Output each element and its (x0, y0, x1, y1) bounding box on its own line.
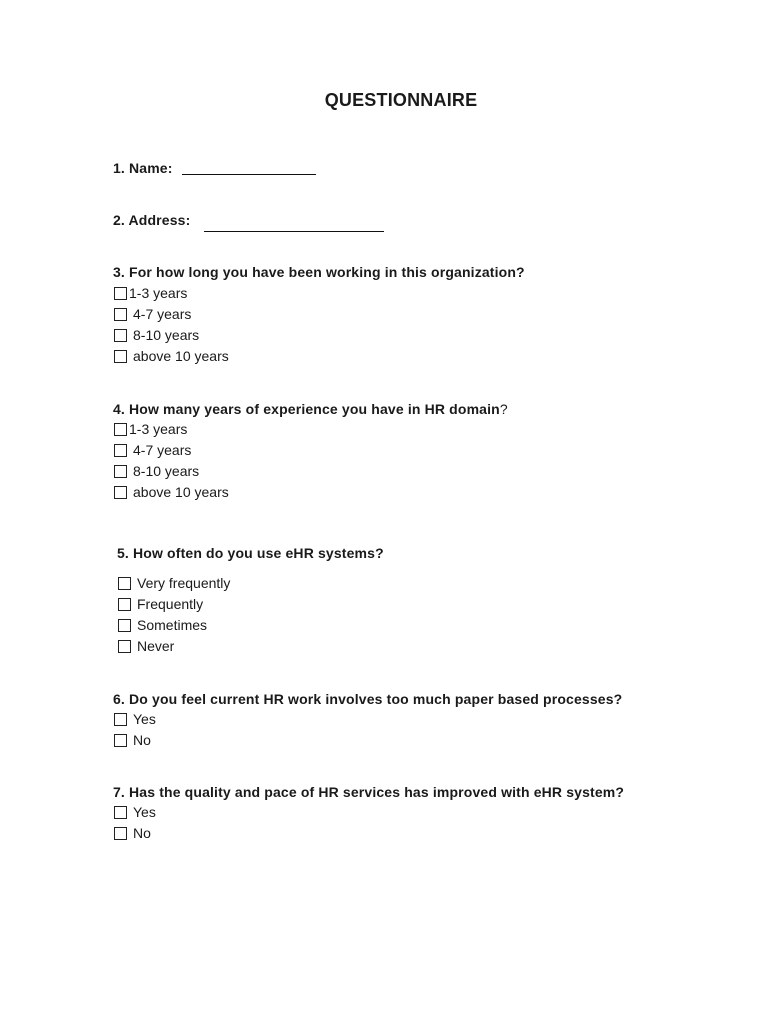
option-label: Very frequently (137, 575, 231, 591)
checkbox[interactable] (114, 350, 127, 363)
address-label: 2. Address: (113, 212, 191, 228)
option-label: 1-3 years (129, 421, 188, 437)
checkbox[interactable] (114, 329, 127, 342)
checkbox[interactable] (118, 640, 131, 653)
checkbox[interactable] (114, 423, 127, 436)
option-label: Yes (133, 711, 156, 727)
option-row (114, 420, 187, 438)
option-row (118, 574, 230, 592)
option-label: above 10 years (133, 484, 229, 500)
checkbox[interactable] (114, 486, 127, 499)
option-row (114, 347, 229, 365)
option-label: Sometimes (137, 617, 208, 633)
option-label: 4-7 years (133, 442, 192, 458)
option-label: 8-10 years (133, 463, 200, 479)
checkbox[interactable] (114, 734, 127, 747)
option-row (118, 616, 207, 634)
option-label: No (133, 732, 151, 748)
question-5: 5. How often do you use eHR systems? (117, 545, 384, 561)
option-label: 8-10 years (133, 327, 200, 343)
checkbox[interactable] (114, 713, 127, 726)
checkbox[interactable] (114, 465, 127, 478)
option-row (114, 803, 156, 821)
option-label: above 10 years (133, 348, 229, 364)
option-label: 1-3 years (129, 285, 188, 301)
checkbox[interactable] (114, 287, 127, 300)
option-label: Frequently (137, 596, 204, 612)
option-row (114, 284, 187, 302)
option-label: No (133, 825, 151, 841)
checkbox[interactable] (118, 577, 131, 590)
question-4 (113, 401, 508, 417)
option-row (114, 824, 151, 842)
option-row (114, 483, 229, 501)
option-row (118, 595, 203, 613)
name-field[interactable] (182, 174, 316, 175)
option-label: 4-7 years (133, 306, 192, 322)
address-field[interactable] (204, 231, 384, 232)
question-6: 6. Do you feel current HR work involves too much paper based processes? (113, 691, 623, 707)
page-title: QUESTIONNAIRE (324, 90, 478, 110)
option-row (114, 326, 199, 344)
question-4-mark: ? (499, 401, 508, 417)
option-row (114, 462, 199, 480)
option-label: Yes (133, 804, 156, 820)
name-label: 1. Name: (113, 160, 173, 176)
checkbox[interactable] (114, 827, 127, 840)
option-row (114, 441, 191, 459)
checkbox[interactable] (114, 308, 127, 321)
question-7: 7. Has the quality and pace of HR services has improved with eHR system? (113, 784, 625, 800)
option-row (114, 710, 156, 728)
checkbox[interactable] (118, 619, 131, 632)
checkbox[interactable] (114, 444, 127, 457)
option-label: Never (137, 638, 175, 654)
question-4-text: 4. How many years of experience you have in HR domain (113, 401, 500, 417)
checkbox[interactable] (118, 598, 131, 611)
option-row (114, 305, 191, 323)
checkbox[interactable] (114, 806, 127, 819)
question-3: 3. For how long you have been working in this organization? (113, 264, 525, 280)
option-row (118, 637, 174, 655)
option-row (114, 731, 151, 749)
